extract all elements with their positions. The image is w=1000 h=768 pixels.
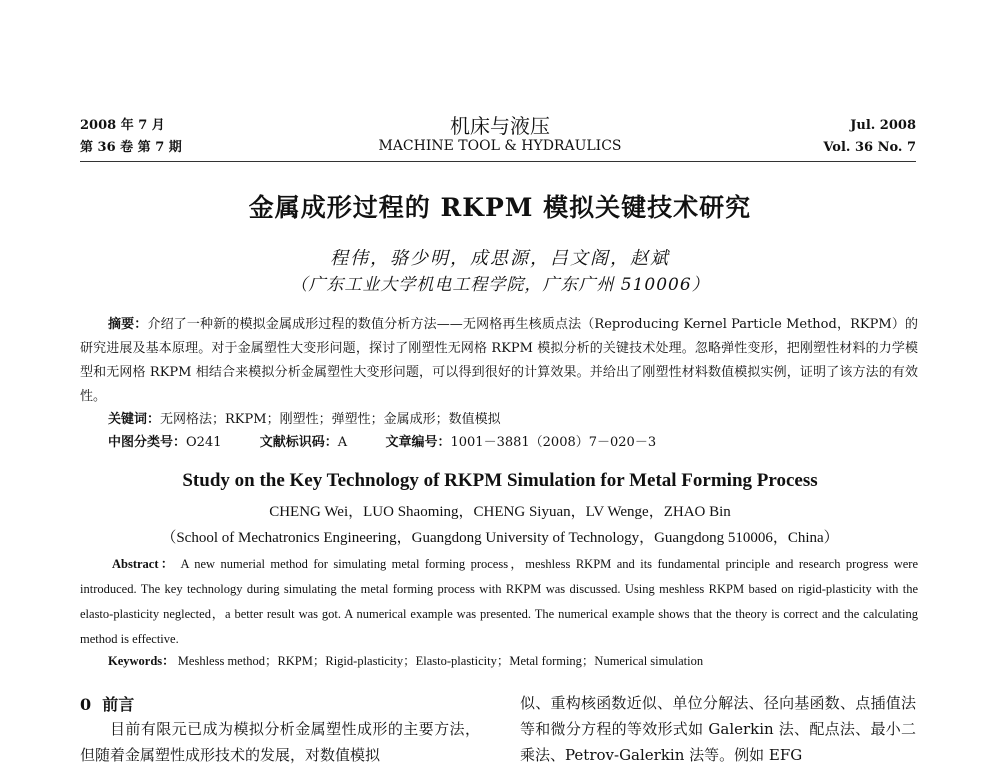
abstract-en xyxy=(80,552,918,652)
authors-en: CHENG Wei，LUO Shaoming，CHENG Siyuan，LV Wenge，ZHAO Bin xyxy=(269,504,731,520)
affiliation-cn: （广东工业大学机电工程学院，广东广州 510006） xyxy=(290,275,710,295)
article-number-label: 文章编号： xyxy=(385,435,451,450)
affiliation-en: （School of Mechatronics Engineering，Guangdong University of Technology，Guangdong 510006，China） xyxy=(161,530,839,546)
clc-label: 中图分类号： xyxy=(108,435,187,450)
classification-row xyxy=(108,432,656,454)
clc-value: O241 xyxy=(186,435,222,450)
keywords-cn-text: 无网格法；RKPM；刚塑性；弹塑性；金属成形；数值模拟 xyxy=(160,412,501,427)
paper-title-en: Study on the Key Technology of RKPM Simulation for Metal Forming Process xyxy=(182,470,818,491)
keywords-cn-label: 关键词： xyxy=(108,412,161,427)
journal-name-en: MACHINE TOOL & HYDRAULICS xyxy=(378,138,622,154)
abstract-cn xyxy=(80,313,918,409)
issue-volume-en: Vol. 36 No. 7 xyxy=(823,140,916,155)
body-right-column: 似、重构核函数近似、单位分解法、径向基函数、点插值法等和微分方程的等效形式如 Galerkin 法、配点法、最小二乘法、Petrov-Galerkin 法等。例如 EFG xyxy=(520,694,916,764)
issue-date-cn: 2008 年 7 月 xyxy=(80,118,165,133)
body-left-column: 目前有限元已成为模拟分析金属塑性成形的主要方法，但随着金属塑性成形技术的发展，对数值模拟 xyxy=(80,720,480,764)
doc-code-label: 文献标识码： xyxy=(259,435,338,450)
doc-code-value: A xyxy=(337,435,348,450)
keywords-en-label: Keywords： xyxy=(108,654,175,668)
keywords-en xyxy=(108,650,703,672)
section-heading: 0 前言 xyxy=(80,695,135,714)
header-rule xyxy=(80,161,916,162)
abstract-cn-text: 介绍了一种新的模拟金属成形过程的数值分析方法——无网格再生核质点法（Reproducing Kernel Particle Method，RKPM）的研究进展及基本原理。对于金属塑性大变形问题，探讨了刚塑性无网格 RKPM 模拟分析的关键技术处理。忽略弹性变形，把刚塑性材料的力学模型和无网格 RKPM 相结合来模拟分析金属塑性大变形问题，可以得到很好的计算效果。并给出了刚塑性材料数值模拟实例，证明了该方法的有效性。 xyxy=(80,317,918,404)
abstract-en-text: A new numerial method for simulating metal forming process，meshless RKPM and its fundamental principle and research progress were introduced. The key technology during simulating the metal forming process with RKPM was discussed. Using meshless RKPM based on rigid-plasticity with the elasto-plasticity neglected，a better result was got. A numerical example was presented. The numerical example shows that the theory is correct and the calculating method is effective. xyxy=(80,557,919,646)
issue-date-en: Jul. 2008 xyxy=(850,118,916,133)
keywords-en-text: Meshless method；RKPM；Rigid-plasticity；Elasto-plasticity；Metal forming；Numerical simulation xyxy=(177,654,704,668)
article-number-value: 1001－3881（2008）7－020－3 xyxy=(450,435,657,450)
abstract-en-label: Abstract： xyxy=(112,557,176,571)
keywords-cn xyxy=(108,409,501,431)
paper-title-cn: 金属成形过程的 RKPM 模拟关键技术研究 xyxy=(248,193,752,222)
journal-name-cn: 机床与液压 xyxy=(450,114,550,138)
issue-volume-cn: 第 36 卷 第 7 期 xyxy=(80,140,182,155)
authors-cn: 程伟，骆少明，成思源，吕文阁，赵斌 xyxy=(330,248,670,269)
abstract-cn-label: 摘要： xyxy=(108,317,148,332)
